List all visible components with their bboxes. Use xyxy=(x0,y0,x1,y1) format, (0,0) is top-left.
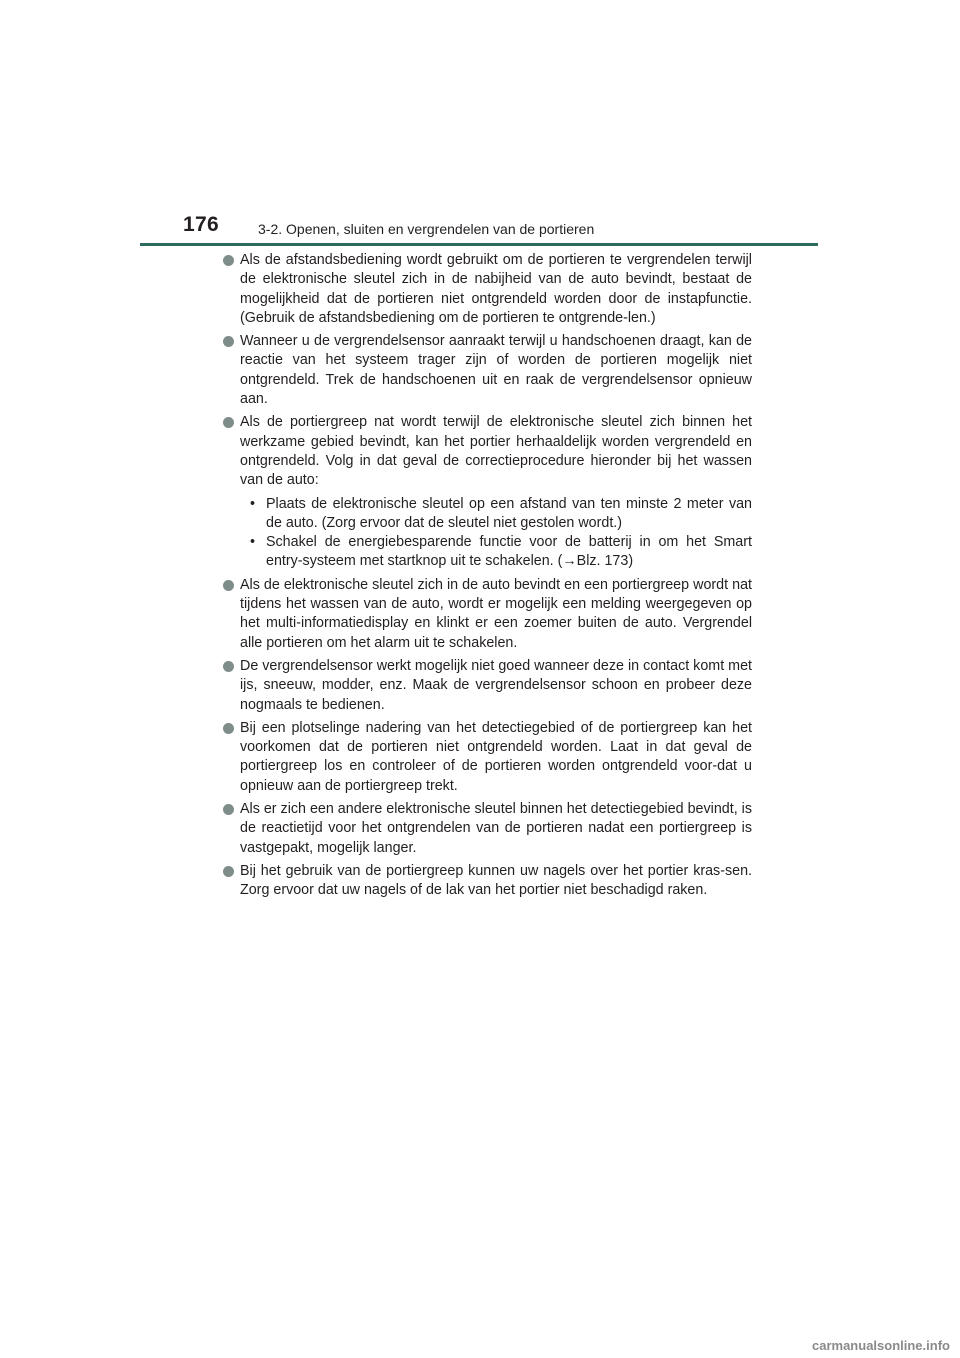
sub-list-item xyxy=(240,495,752,534)
notes-list xyxy=(222,251,752,905)
list-item xyxy=(222,800,752,858)
section-title: 3-2. Openen, sluiten en vergrendelen van de portieren xyxy=(258,221,595,237)
bullet-icon xyxy=(223,866,234,877)
item-text: Als de afstandsbediening wordt gebruikt om de portieren te vergrendelen terwijl de elektronische sleutel zich in de nabijheid van de auto bevindt, bestaat de mogelijkheid dat de portieren niet ontgrendeld worden door de instapfunctie. (Gebruik de afstandsbediening om de portieren te ontgrende-len.) xyxy=(240,252,752,326)
bullet-icon xyxy=(223,336,234,347)
sub-bullet-icon: • xyxy=(250,534,256,551)
list-item xyxy=(222,862,752,901)
list-item xyxy=(222,657,752,715)
sub-list-item xyxy=(240,533,752,572)
bullet-icon xyxy=(223,417,234,428)
list-item xyxy=(222,719,752,796)
sub-item-text: Plaats de elektronische sleutel op een afstand van ten minste 2 meter van de auto. (Zorg ervoor dat de sleutel niet gestolen wordt.) xyxy=(266,495,752,531)
sub-list xyxy=(240,495,752,572)
bullet-icon xyxy=(223,580,234,591)
header-rule xyxy=(140,243,818,246)
list-item xyxy=(222,576,752,653)
list-item xyxy=(222,332,752,409)
list-item xyxy=(222,413,752,571)
bullet-icon xyxy=(223,661,234,672)
item-text: Bij het gebruik van de portiergreep kunnen uw nagels over het portier kras-sen. Zorg ervoor dat uw nagels of de lak van het portier niet beschadigd raken. xyxy=(240,862,752,899)
watermark: carmanualsonline.info xyxy=(812,1338,950,1353)
item-text: Bij een plotselinge nadering van het detectiegebied of de portiergreep kan het voorkomen dat de portieren niet ontgrendeld worden. Laat in dat geval de portiergreep los en controleer of de portieren worden ontgrendeld voor-dat u opnieuw aan de portiergreep trekt. xyxy=(240,719,752,794)
item-text: Als de portiergreep nat wordt terwijl de elektronische sleutel zich binnen het werkzame gebied bevindt, kan het portier herhaaldelijk worden vergrendeld en ontgrendeld. Volg in dat geval de correctieprocedure hieronder bij het wassen van de auto: xyxy=(240,414,752,489)
item-text: Als er zich een andere elektronische sleutel binnen het detectiegebied bevindt, is de reactietijd voor het ontgrendelen van de portieren nadat een portiergreep is vastgepakt, mogelijk langer. xyxy=(240,801,752,856)
sub-bullet-icon: • xyxy=(250,495,256,512)
list-item xyxy=(222,251,752,328)
item-text: Wanneer u de vergrendelsensor aanraakt terwijl u handschoenen draagt, kan de reactie van het systeem trager zijn of worden de portieren mogelijk niet ontgrendeld. Trek de handschoenen uit en raak de vergrendelsensor opnieuw aan. xyxy=(240,333,752,408)
item-text: Als de elektronische sleutel zich in de auto bevindt en een portiergreep wordt nat tijdens het wassen van de auto, wordt er mogelijk een melding weergegeven op het multi-informatiedisplay en klinkt er een zoemer buiten de auto. Vergrendel alle portieren om het alarm uit te schakelen. xyxy=(240,576,752,651)
bullet-icon xyxy=(223,804,234,815)
sub-item-text: Schakel de energiebesparende functie voor de batterij in om het Smart entry-systeem met startknop uit te schakelen. (→Blz. 173) xyxy=(266,534,752,570)
bullet-icon xyxy=(223,255,234,266)
page-number: 176 xyxy=(183,213,219,236)
item-text: De vergrendelsensor werkt mogelijk niet goed wanneer deze in contact komt met ijs, sneeuw, modder, enz. Maak de vergrendelsensor schoon en probeer deze nogmaals te bedienen. xyxy=(240,657,752,713)
bullet-icon xyxy=(223,723,234,734)
